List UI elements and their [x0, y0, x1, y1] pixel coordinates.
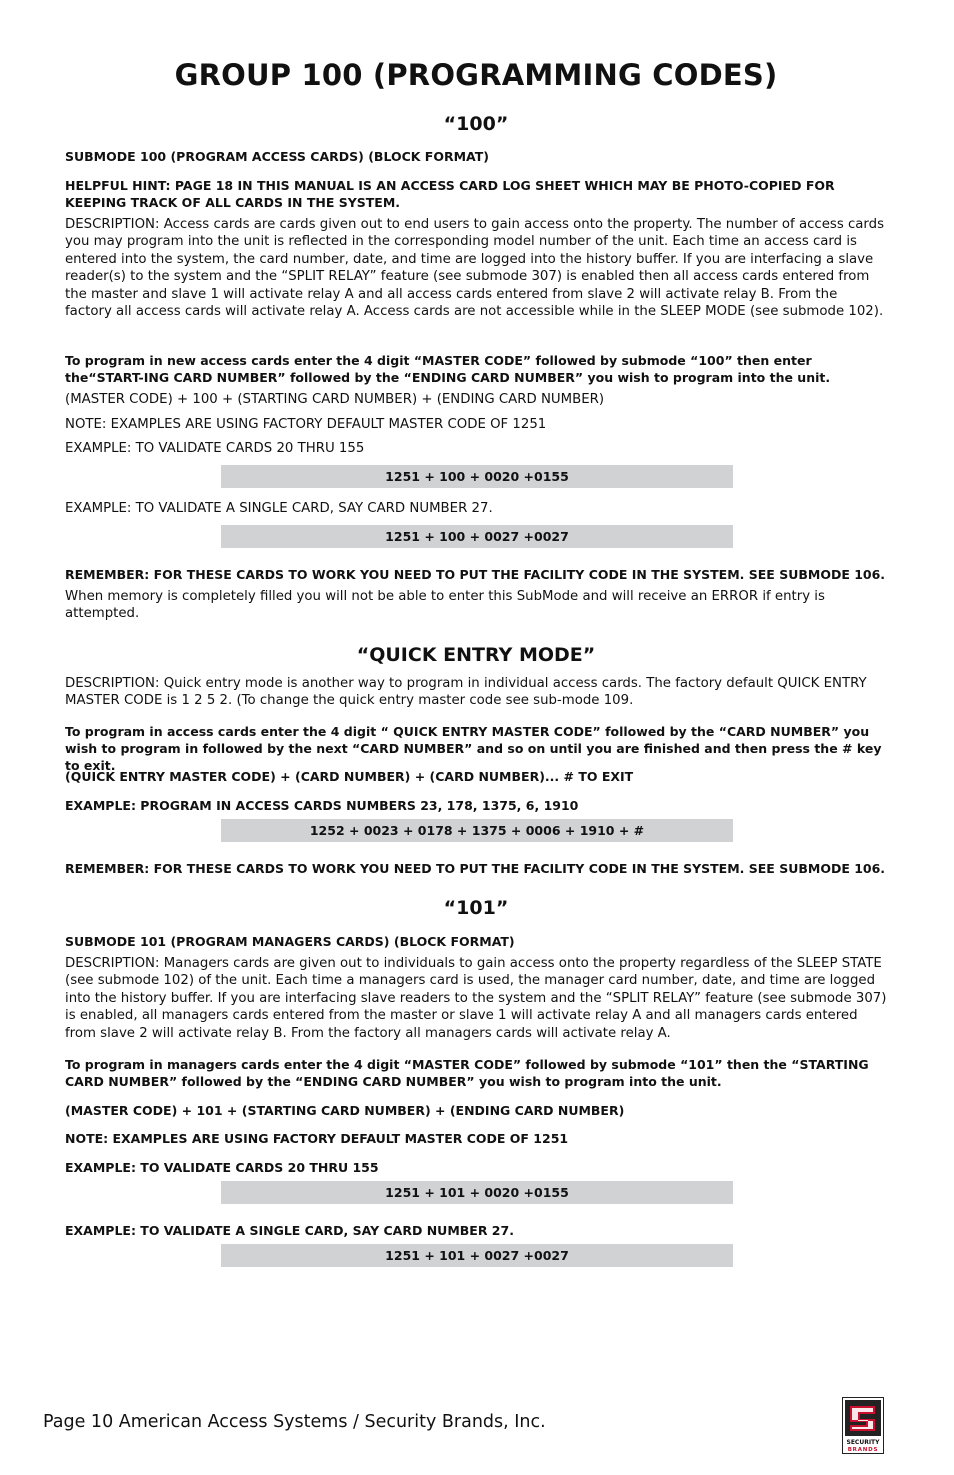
memory-note: When memory is completely filled you will not be able to enter this SubMode and will receive an ERROR if entry is attempted. — [65, 589, 825, 622]
page-footer: Page 10 American Access Systems / Security Brands, Inc. — [43, 1412, 546, 1432]
example-101-range: EXAMPLE: TO VALIDATE CARDS 20 THRU 155 — [65, 1160, 379, 1175]
submode-101-title: SUBMODE 101 (PROGRAM MANAGERS CARDS) (BLOCK FORMAT) — [65, 934, 515, 949]
code-box-100-range: 1251 + 100 + 0020 +0155 — [221, 465, 733, 488]
submode-100-title: SUBMODE 100 (PROGRAM ACCESS CARDS) (BLOCK FORMAT) — [65, 149, 489, 164]
page-title: GROUP 100 (PROGRAMMING CODES) — [174, 58, 778, 92]
section-heading-quick-entry: “QUICK ENTRY MODE” — [356, 644, 596, 666]
code-box-101-range: 1251 + 101 + 0020 +0155 — [221, 1181, 733, 1204]
security-brands-logo — [842, 1397, 884, 1454]
logo-text-security: SECURITY — [846, 1439, 880, 1446]
note-101: NOTE: EXAMPLES ARE USING FACTORY DEFAULT MASTER CODE OF 1251 — [65, 1131, 569, 1146]
code-box-100-single: 1251 + 100 + 0027 +0027 — [221, 525, 733, 548]
example-quick: EXAMPLE: PROGRAM IN ACCESS CARDS NUMBERS 23, 178, 1375, 6, 1910 — [65, 798, 579, 813]
formula-quick: (QUICK ENTRY MASTER CODE) + (CARD NUMBER) + (CARD NUMBER)... # TO EXIT — [65, 769, 634, 784]
section-heading-101: “101” — [443, 897, 509, 919]
example-101-single: EXAMPLE: TO VALIDATE A SINGLE CARD, SAY CARD NUMBER 27. — [65, 1223, 514, 1238]
description-101: DESCRIPTION: Managers cards are given out to individuals to gain access onto the property regardless of the SLEEP STATE (see submode 102) of the unit. Each time a managers card is used, the manager card number, date, and time are logged into the history buffer. If you are interfacing slave readers to the system and the “SPLIT RELAY” feature (see submode 307) is enabled, all managers cards entered from the master or slave 1 will activate relay A and all managers cards entered from slave 2 will activate relay B. From the factory all managers cards will activate relay A. — [65, 956, 887, 1041]
logo-text-brands: BRANDS — [847, 1447, 879, 1453]
note-100: NOTE: EXAMPLES ARE USING FACTORY DEFAULT MASTER CODE OF 1251 — [65, 417, 547, 432]
formula-100: (MASTER CODE) + 100 + (STARTING CARD NUMBER) + (ENDING CARD NUMBER) — [65, 392, 605, 407]
helpful-hint: HELPFUL HINT: PAGE 18 IN THIS MANUAL IS AN ACCESS CARD LOG SHEET WHICH MAY BE PHOTO-COPIED FOR KEEPING TRACK OF ALL CARDS IN THE SYSTEM. — [65, 178, 835, 210]
instruction-quick: To program in access cards enter the 4 digit “ QUICK ENTRY MASTER CODE” followed by the “CARD NUMBER” you wish to program in followed by the next “CARD NUMBER” and so on until you are finished and then press the # key to exit. — [65, 724, 882, 773]
code-box-quick: 1252 + 0023 + 0178 + 1375 + 0006 + 1910 + # — [221, 819, 733, 842]
example-100-single: EXAMPLE: TO VALIDATE A SINGLE CARD, SAY CARD NUMBER 27. — [65, 501, 493, 516]
description-quick: DESCRIPTION: Quick entry mode is another way to program in individual access cards. The factory default QUICK ENTRY MASTER CODE is 1 2 5 2. (To change the quick entry master code see sub-mode 109. — [65, 676, 867, 709]
instruction-101: To program in managers cards enter the 4 digit “MASTER CODE” followed by submode “101” then the “STARTING CARD NUMBER” followed by the “ENDING CARD NUMBER” you wish to program into the unit. — [65, 1057, 869, 1089]
remember-quick: REMEMBER: FOR THESE CARDS TO WORK YOU NEED TO PUT THE FACILITY CODE IN THE SYSTEM. SEE SUBMODE 106. — [65, 861, 886, 876]
code-box-101-single: 1251 + 101 + 0027 +0027 — [221, 1244, 733, 1267]
instruction-100: To program in new access cards enter the 4 digit “MASTER CODE” followed by submode “100” then enter the“START-ING CARD NUMBER” followed by the “ENDING CARD NUMBER” you wish to program into the unit. — [65, 353, 831, 385]
example-100-range: EXAMPLE: TO VALIDATE CARDS 20 THRU 155 — [65, 441, 365, 456]
remember-100: REMEMBER: FOR THESE CARDS TO WORK YOU NEED TO PUT THE FACILITY CODE IN THE SYSTEM. SEE SUBMODE 106. — [65, 567, 886, 582]
formula-101: (MASTER CODE) + 101 + (STARTING CARD NUMBER) + (ENDING CARD NUMBER) — [65, 1103, 625, 1118]
section-heading-100: “100” — [443, 113, 509, 135]
description-100: DESCRIPTION: Access cards are cards given out to end users to gain access onto the property. The number of access cards you may program into the unit is reflected in the corresponding model number of the unit. Each time an access card is entered into the system, the card number, date, and time are logged into the history buffer. If you are interfacing a slave reader(s) to the system and the “SPLIT RELAY” feature (see submode 307) is enabled then all access cards entered from the master and slave 1 will activate relay A and all access cards entered from slave 2 will activate relay B. From the factory all access cards will activate relay A. Access cards are not accessible while in the SLEEP MODE (see submode 102). — [65, 217, 885, 320]
